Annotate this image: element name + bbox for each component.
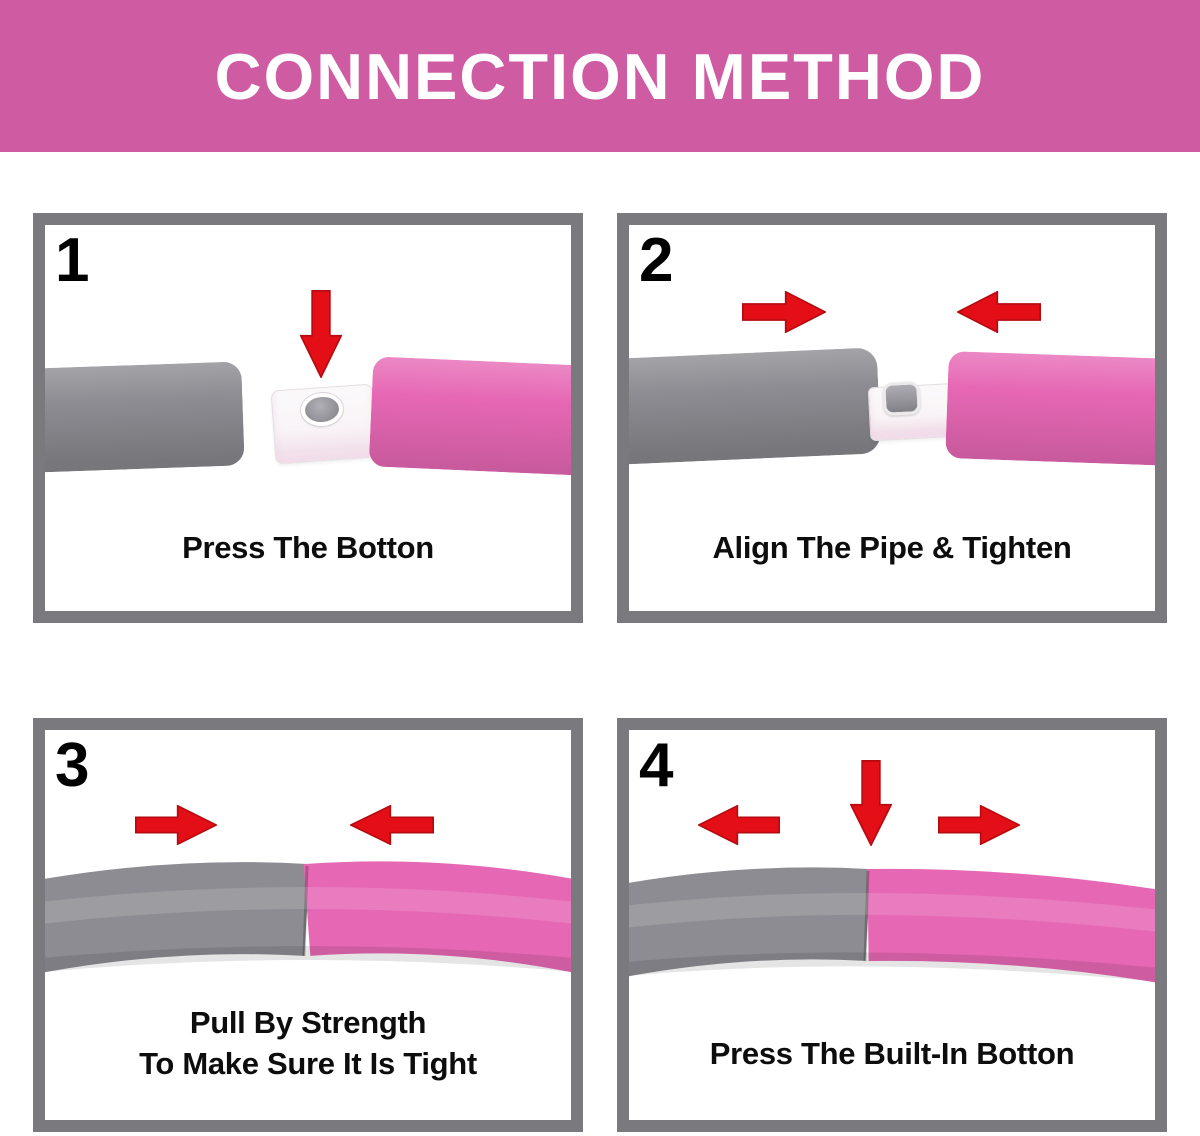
tube-shadow — [45, 953, 571, 966]
red-left-arrow-icon — [698, 805, 780, 845]
red-left-arrow-icon — [350, 805, 434, 845]
tube-shadow — [629, 959, 1155, 976]
step-caption — [629, 1033, 1155, 1074]
caption-line: Pull By Strength — [189, 1005, 427, 1040]
step-caption — [45, 1002, 571, 1084]
connector-button — [882, 381, 921, 416]
caption-line: Press The Botton — [182, 530, 434, 565]
panel-step-3 — [33, 718, 583, 1132]
caption-line: Press The Built-In Botton — [709, 1036, 1075, 1071]
step-number: 3 — [55, 731, 90, 800]
red-left-arrow-icon — [957, 291, 1041, 333]
step-number: 2 — [639, 226, 674, 295]
panel-step-1 — [33, 213, 583, 623]
step-number: 1 — [55, 226, 90, 295]
red-right-arrow-icon — [938, 805, 1020, 845]
step-caption — [45, 527, 571, 568]
header-banner — [0, 0, 1200, 152]
red-down-arrow-icon — [850, 760, 892, 846]
page-title: CONNECTION METHOD — [214, 39, 986, 113]
panel-step-2 — [617, 213, 1167, 623]
gray-tube-segment — [33, 361, 245, 472]
step-caption — [629, 527, 1155, 568]
red-right-arrow-icon — [742, 291, 826, 333]
panel-step-4 — [617, 718, 1167, 1132]
pink-tube-segment — [945, 351, 1167, 466]
caption-line: Align The Pipe & Tighten — [712, 530, 1072, 565]
caption-line: To Make Sure It Is Tight — [139, 1046, 477, 1081]
red-down-arrow-icon — [300, 290, 342, 378]
gray-tube-segment — [617, 347, 881, 464]
pink-tube-segment — [369, 356, 583, 475]
step-number: 4 — [639, 731, 674, 800]
red-right-arrow-icon — [135, 805, 217, 845]
